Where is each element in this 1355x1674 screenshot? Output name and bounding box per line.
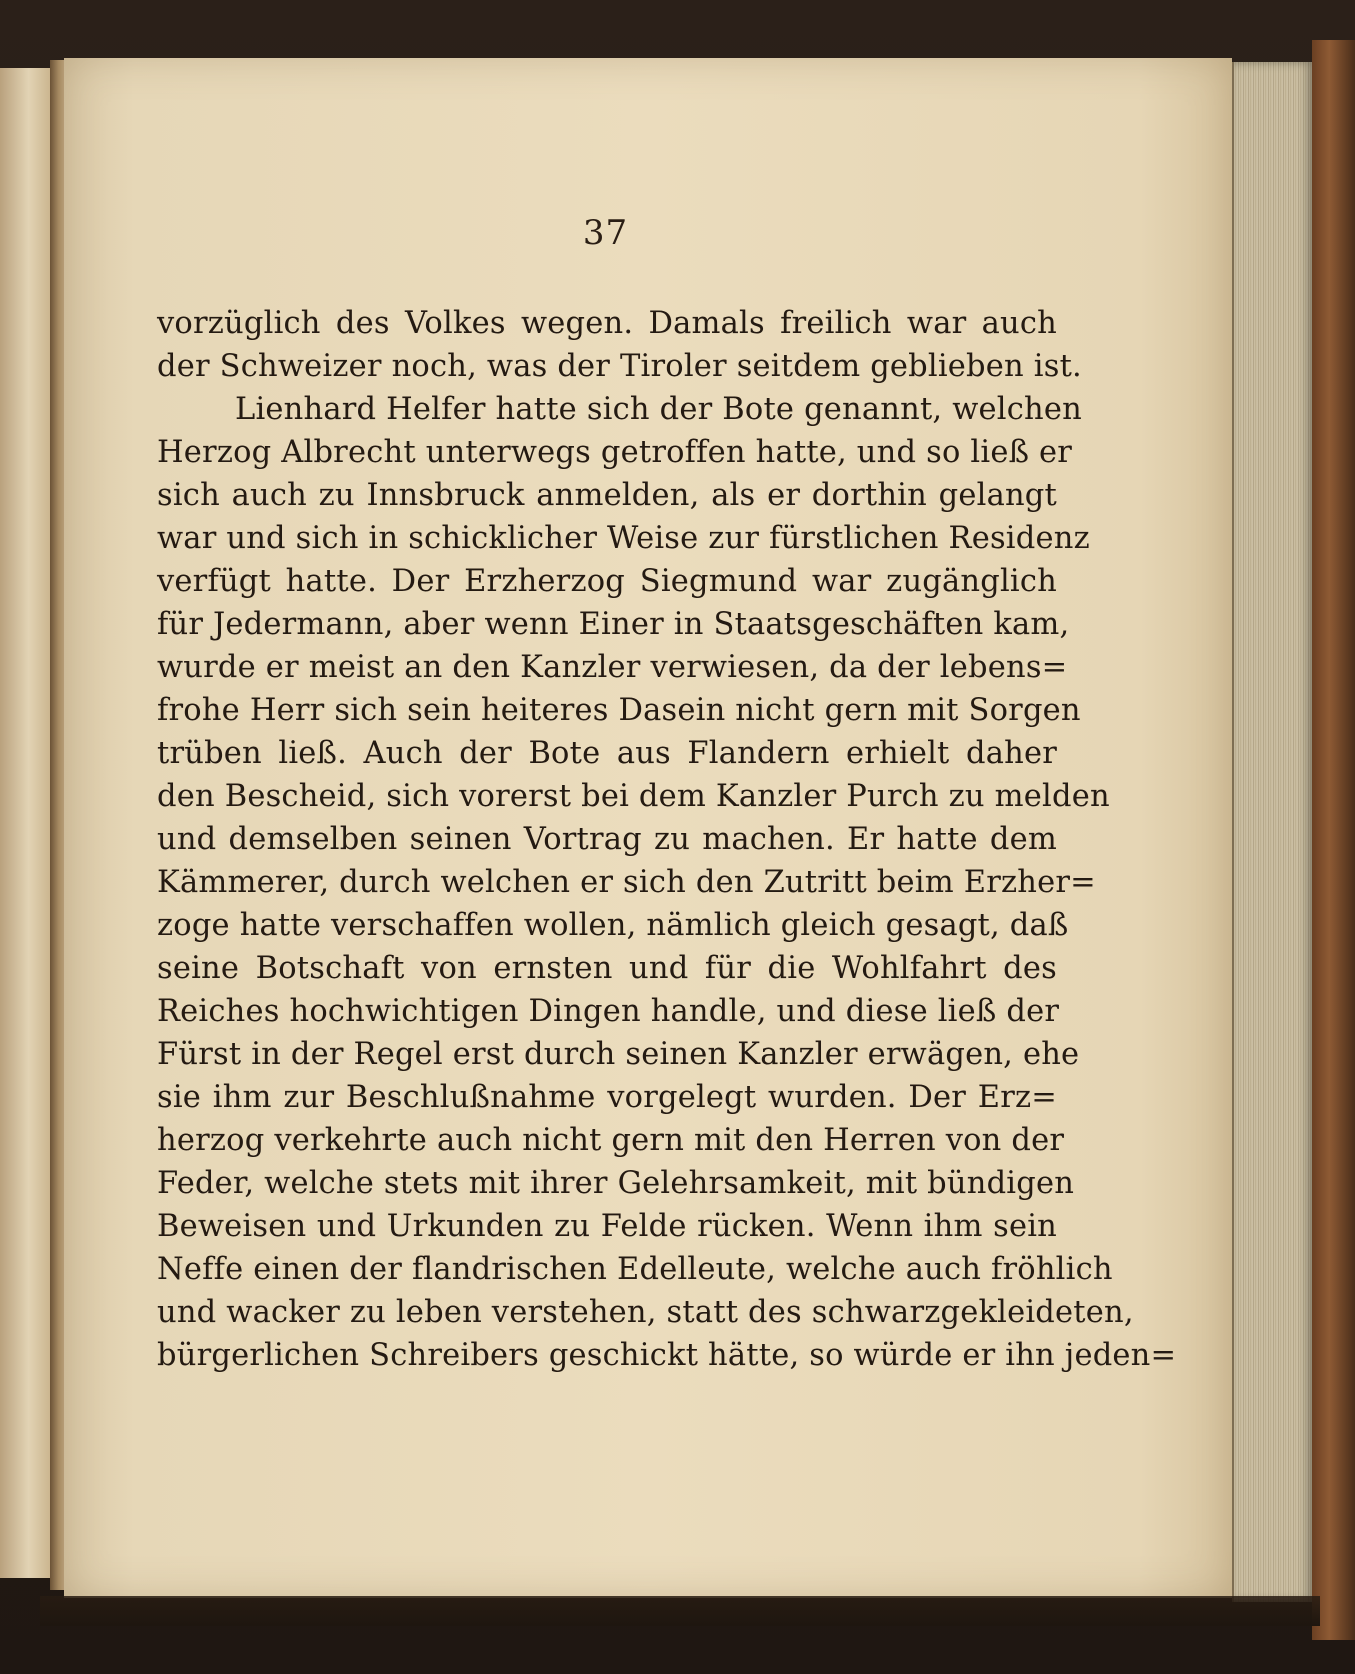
text-line: trüben ließ. Auch der Bote aus Flandern erhielt daher xyxy=(157,736,1057,771)
text-line: Lienhard Helfer hatte sich der Bote genannt, welchen xyxy=(235,392,1082,427)
text-line: Reiches hochwichtigen Dingen handle, und diese ließ der xyxy=(157,994,1060,1029)
facing-page-edge xyxy=(0,68,54,1578)
text-line: den Bescheid, sich vorerst bei dem Kanzler Purch zu melden xyxy=(157,779,1110,814)
text-line: Kämmerer, durch welchen er sich den Zutritt beim Erzher= xyxy=(157,865,1096,900)
text-line: vorzüglich des Volkes wegen. Damals freilich war auch xyxy=(157,306,1057,341)
text-line: war und sich in schicklicher Weise zur fürstlichen Residenz xyxy=(157,521,1090,556)
text-line: wurde er meist an den Kanzler verwiesen, da der lebens= xyxy=(157,650,1068,685)
text-line: Feder, welche stets mit ihrer Gelehrsamkeit, mit bündigen xyxy=(157,1166,1075,1201)
text-line: der Schweizer noch, was der Tiroler seitdem geblieben ist. xyxy=(157,349,1082,384)
text-line: Beweisen und Urkunden zu Felde rücken. Wenn ihm sein xyxy=(157,1209,1057,1244)
text-line: herzog verkehrte auch nicht gern mit den Herren von der xyxy=(157,1123,1065,1158)
text-line: Herzog Albrecht unterwegs getroffen hatte, und so ließ er xyxy=(157,435,1073,470)
text-line: zoge hatte verschaffen wollen, nämlich gleich gesagt, daß xyxy=(157,908,1069,943)
text-line: seine Botschaft von ernsten und für die Wohlfahrt des xyxy=(157,951,1057,986)
page-stack-edge xyxy=(1232,62,1314,1602)
text-line: frohe Herr sich sein heiteres Dasein nicht gern mit Sorgen xyxy=(157,693,1081,728)
text-line: für Jedermann, aber wenn Einer in Staatsgeschäften kam, xyxy=(157,607,1070,642)
text-line: bürgerlichen Schreibers geschickt hätte, so würde er ihn jeden= xyxy=(157,1338,1177,1373)
text-line: verfügt hatte. Der Erzherzog Siegmund war zugänglich xyxy=(157,564,1057,599)
text-line: und wacker zu leben verstehen, statt des schwarzgekleideten, xyxy=(157,1295,1134,1330)
book-cover-edge xyxy=(1312,40,1355,1640)
text-line: Fürst in der Regel erst durch seinen Kanzler erwägen, ehe xyxy=(157,1037,1080,1072)
text-line: sich auch zu Innsbruck anmelden, als er dorthin gelangt xyxy=(157,478,1057,513)
page-number: 37 xyxy=(582,213,629,253)
bottom-shadow xyxy=(40,1596,1320,1626)
text-line: Neffe einen der flandrischen Edelleute, welche auch fröhlich xyxy=(157,1252,1113,1287)
body-text xyxy=(157,302,1177,1377)
text-line: und demselben seinen Vortrag zu machen. Er hatte dem xyxy=(157,822,1057,857)
text-line: sie ihm zur Beschlußnahme vorgelegt wurden. Der Erz= xyxy=(157,1080,1057,1115)
